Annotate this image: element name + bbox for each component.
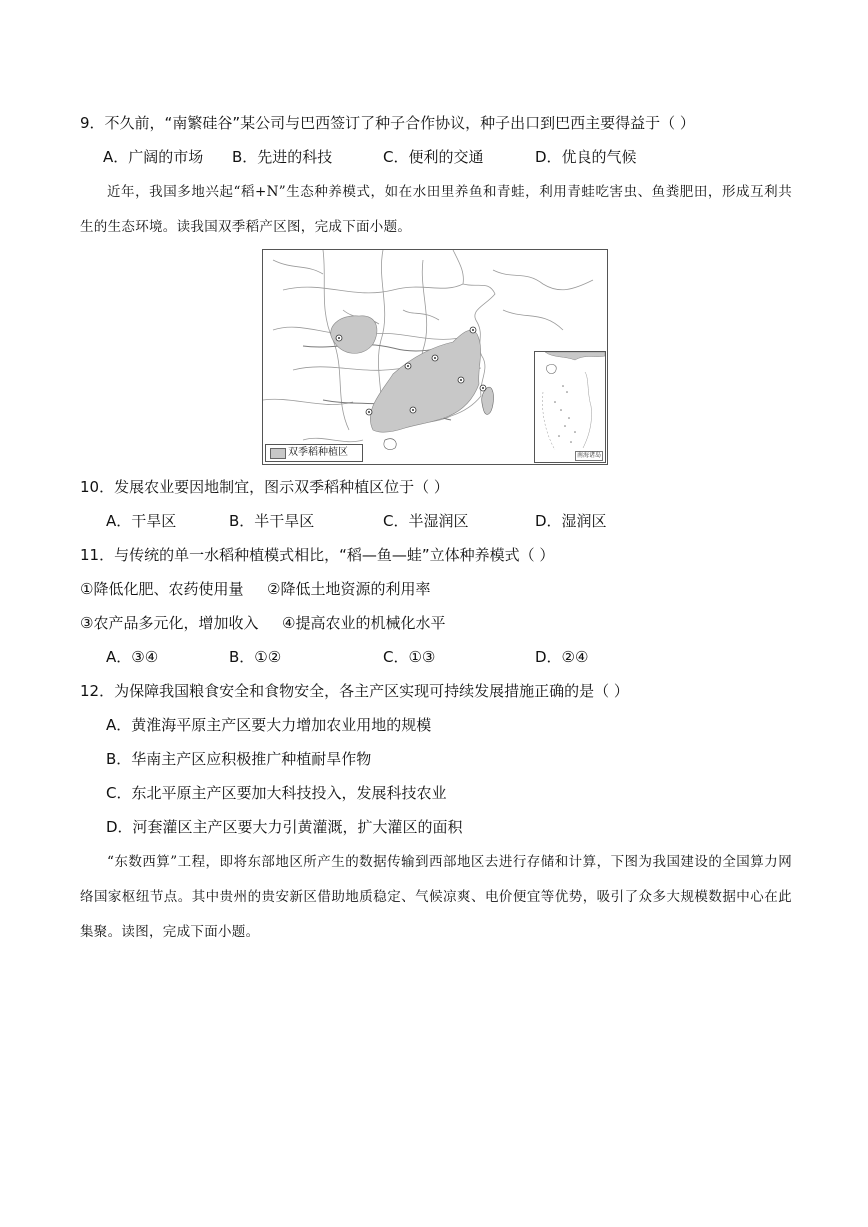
q11-statement-4: ④提高农业的机械化水平 [282,614,446,632]
q12-option-c: C．东北平原主产区要加大科技投入，发展科技农业 [106,784,447,802]
q11-option-c: C．①③ [383,648,436,666]
q11-option-a: A．③④ [106,648,159,666]
q10-option-d: D．湿润区 [535,512,607,530]
q9-option-b: B．先进的科技 [232,148,333,166]
q10-option-c: C．半湿润区 [383,512,469,530]
q9-option-c: C．便利的交通 [383,148,484,166]
legend-swatch [270,448,286,459]
inset-label: 南海诸岛 [576,452,601,459]
q9-stem: 9．不久前，“南繁硅谷”某公司与巴西签订了种子合作协议，种子出口到巴西主要得益于（ ） [80,114,695,132]
q12-stem: 12．为保障我国粮食安全和食物安全，各主产区实现可持续发展措施正确的是（ ） [80,682,629,700]
q11-option-d: D．②④ [535,648,589,666]
q10-option-a: A．干旱区 [106,512,177,530]
q11-option-b: B．①② [229,648,282,666]
south-china-sea-inset [534,351,606,463]
map-legend [265,444,363,462]
q11-stem: 11．与传统的单一水稻种植模式相比，“稻—鱼—蛙”立体种养模式（ ） [80,546,555,564]
q11-statements-line1 [80,579,430,599]
q10-option-b: B．半干旱区 [229,512,315,530]
passage-rice-farming: 近年，我国多地兴起“稻+N”生态种养模式，如在水田里养鱼和青蛙，利用青蛙吃害虫、鱼粪肥田，形成互利共生的生态环境。读我国双季稻产区图，完成下面小题。 [80,184,792,235]
passage-east-data-west-compute: “东数西算”工程，即将东部地区所产生的数据传输到西部地区去进行存储和计算，下图为我国建设的全国算力网络国家枢纽节点。其中贵州的贵安新区借助地质稳定、气候凉爽、电价便宜等优势，吸引了众多大规模数据中心在此集聚。读图，完成下面小题。 [80,854,792,940]
q11-statement-2: ②降低土地资源的利用率 [267,580,431,598]
q10-stem: 10．发展农业要因地制宜，图示双季稻种植区位于（ ） [80,478,449,496]
q11-statement-1: ①降低化肥、农药使用量 [80,580,244,598]
q11-statements-line2 [80,613,445,633]
q12-option-d: D．河套灌区主产区要大力引黄灌溉，扩大灌区的面积 [106,818,463,836]
double-rice-region-map [262,249,608,465]
q12-option-b: B．华南主产区应积极推广种植耐旱作物 [106,750,372,768]
q9-option-d: D．优良的气候 [535,148,637,166]
legend-label: 双季稻种植区 [288,447,348,458]
q11-statement-3: ③农产品多元化，增加收入 [80,614,259,632]
q12-option-a: A．黄淮海平原主产区要大力增加农业用地的规模 [106,716,432,734]
inset-drawing [535,352,605,462]
q9-option-a: A．广阔的市场 [103,148,204,166]
